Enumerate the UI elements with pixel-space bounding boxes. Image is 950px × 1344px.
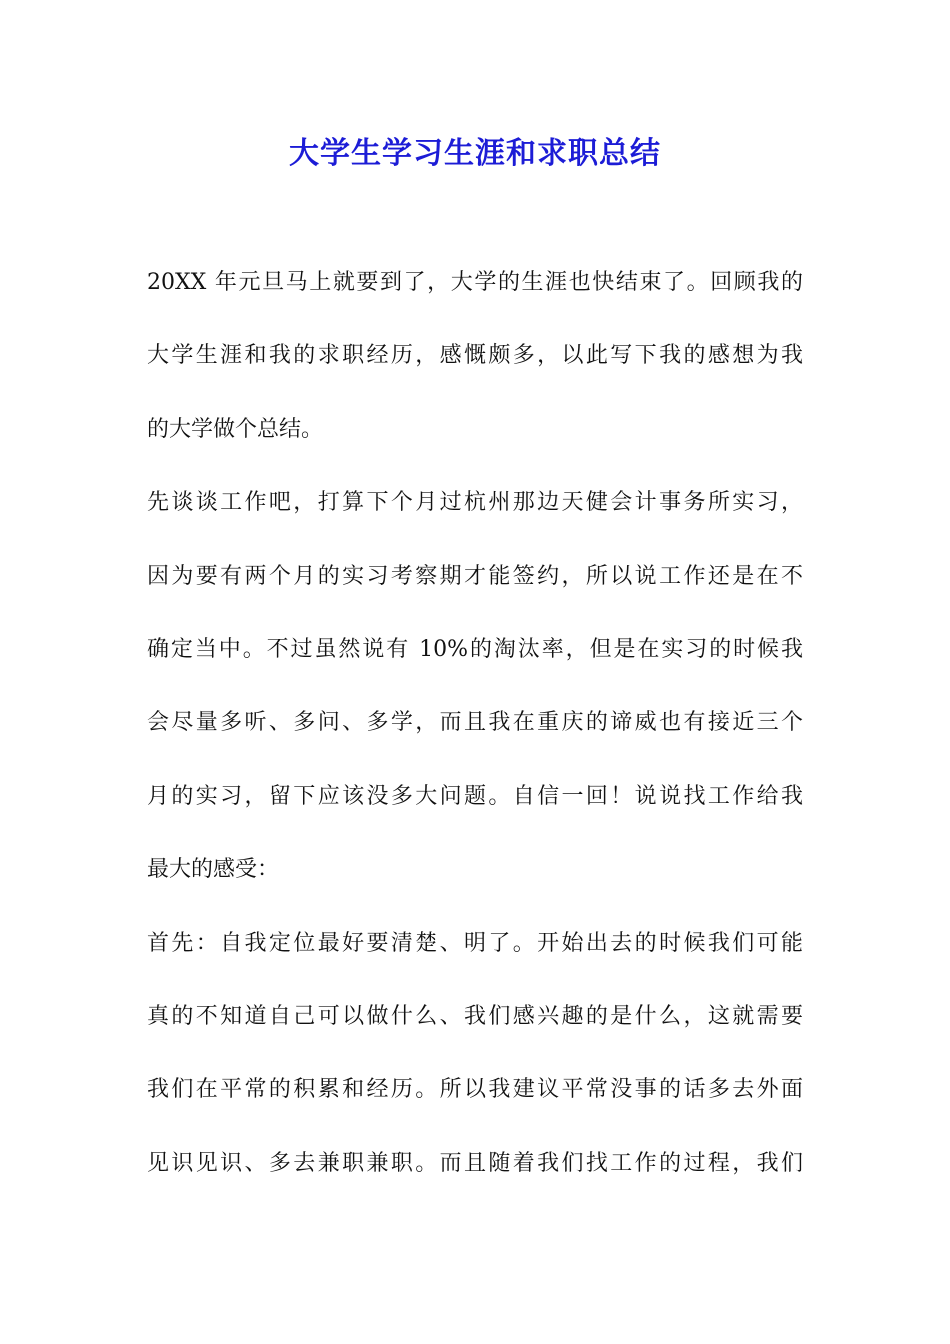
document-body — [147, 265, 803, 1219]
body-line: 真的不知道自己可以做什么、我们感兴趣的是什么，这就需要 — [147, 1003, 803, 1029]
body-line: 见识见识、多去兼职兼职。而且随着我们找工作的过程，我们 — [147, 1150, 803, 1176]
body-line: 最大的感受： — [147, 857, 280, 883]
body-line: 我们在平常的积累和经历。所以我建议平常没事的话多去外面 — [147, 1077, 803, 1103]
body-line: 月的实习，留下应该没多大问题。自信一回！说说找工作给我 — [147, 783, 803, 809]
document-title: 大学生学习生涯和求职总结 — [289, 136, 661, 171]
body-line: 大学生涯和我的求职经历，感慨颇多，以此写下我的感想为我 — [147, 343, 803, 369]
body-line: 先谈谈工作吧，打算下个月过杭州那边天健会计事务所实习， — [147, 490, 803, 516]
body-line: 的大学做个总结。 — [147, 416, 324, 442]
body-line: 因为要有两个月的实习考察期才能签约，所以说工作还是在不 — [147, 563, 803, 589]
body-line: 首先：自我定位最好要清楚、明了。开始出去的时候我们可能 — [147, 930, 803, 956]
body-line: 会尽量多听、多问、多学，而且我在重庆的谛威也有接近三个 — [147, 710, 803, 736]
body-line: 确定当中。不过虽然说有 10%的淘汰率，但是在实习的时候我 — [147, 636, 803, 662]
body-line: 20XX 年元旦马上就要到了，大学的生涯也快结束了。回顾我的 — [147, 270, 803, 295]
